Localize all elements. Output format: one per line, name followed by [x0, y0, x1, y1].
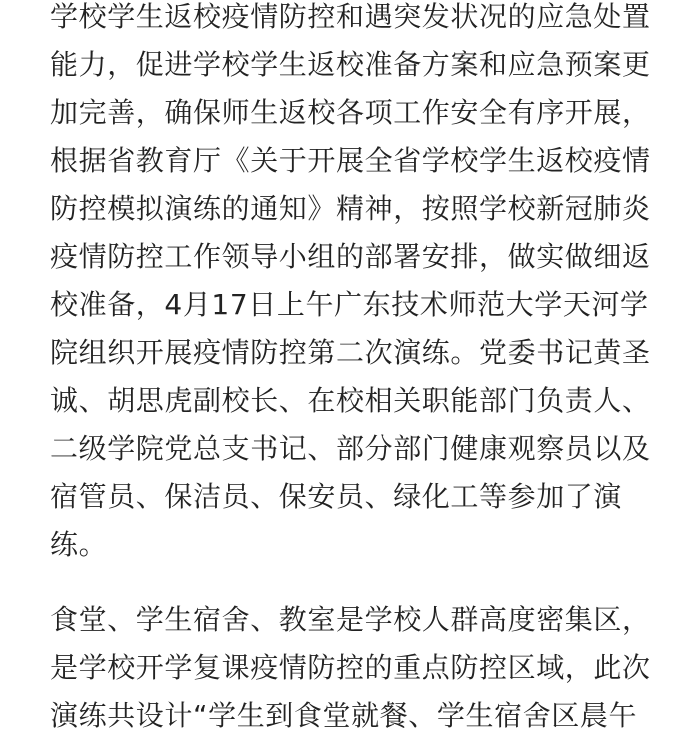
text-line: 根据省教育厅《关于开展全省学校学生返校疫情: [50, 144, 651, 177]
text-line: 练。: [50, 528, 108, 561]
text-line: 食堂、学生宿舍、教室是学校人群高度密集区，: [50, 603, 651, 636]
text-line: 二级学院党总支书记、部分部门健康观察员以及: [50, 432, 651, 465]
article-body: [50, 0, 650, 740]
paragraph-spacer: [50, 569, 650, 596]
text-line: 能力，促进学校学生返校准备方案和应急预案更: [50, 48, 651, 81]
text-line: 院组织开展疫情防控第二次演练。党委书记黄圣: [50, 336, 651, 369]
text-line: 演练共设计“学生到食堂就餐、学生宿舍区晨午: [50, 699, 638, 732]
paragraph-2: [50, 596, 650, 740]
text-line: 加完善，确保师生返校各项工作安全有序开展，: [50, 96, 651, 129]
text-line: 宿管员、保洁员、保安员、绿化工等参加了演: [50, 480, 623, 513]
text-line: 是学校开学复课疫情防控的重点防控区域，此次: [50, 651, 651, 684]
text-line: 校准备，4月17日上午广东技术师范大学天河学: [50, 288, 649, 321]
text-line: 防控模拟演练的通知》精神，按照学校新冠肺炎: [50, 192, 651, 225]
text-line: 疫情防控工作领导小组的部署安排，做实做细返: [50, 240, 651, 273]
text-line: 学校学生返校疫情防控和遇突发状况的应急处置: [50, 0, 651, 33]
text-line: 诚、胡思虎副校长、在校相关职能部门负责人、: [50, 384, 651, 417]
paragraph-1: [50, 0, 650, 569]
